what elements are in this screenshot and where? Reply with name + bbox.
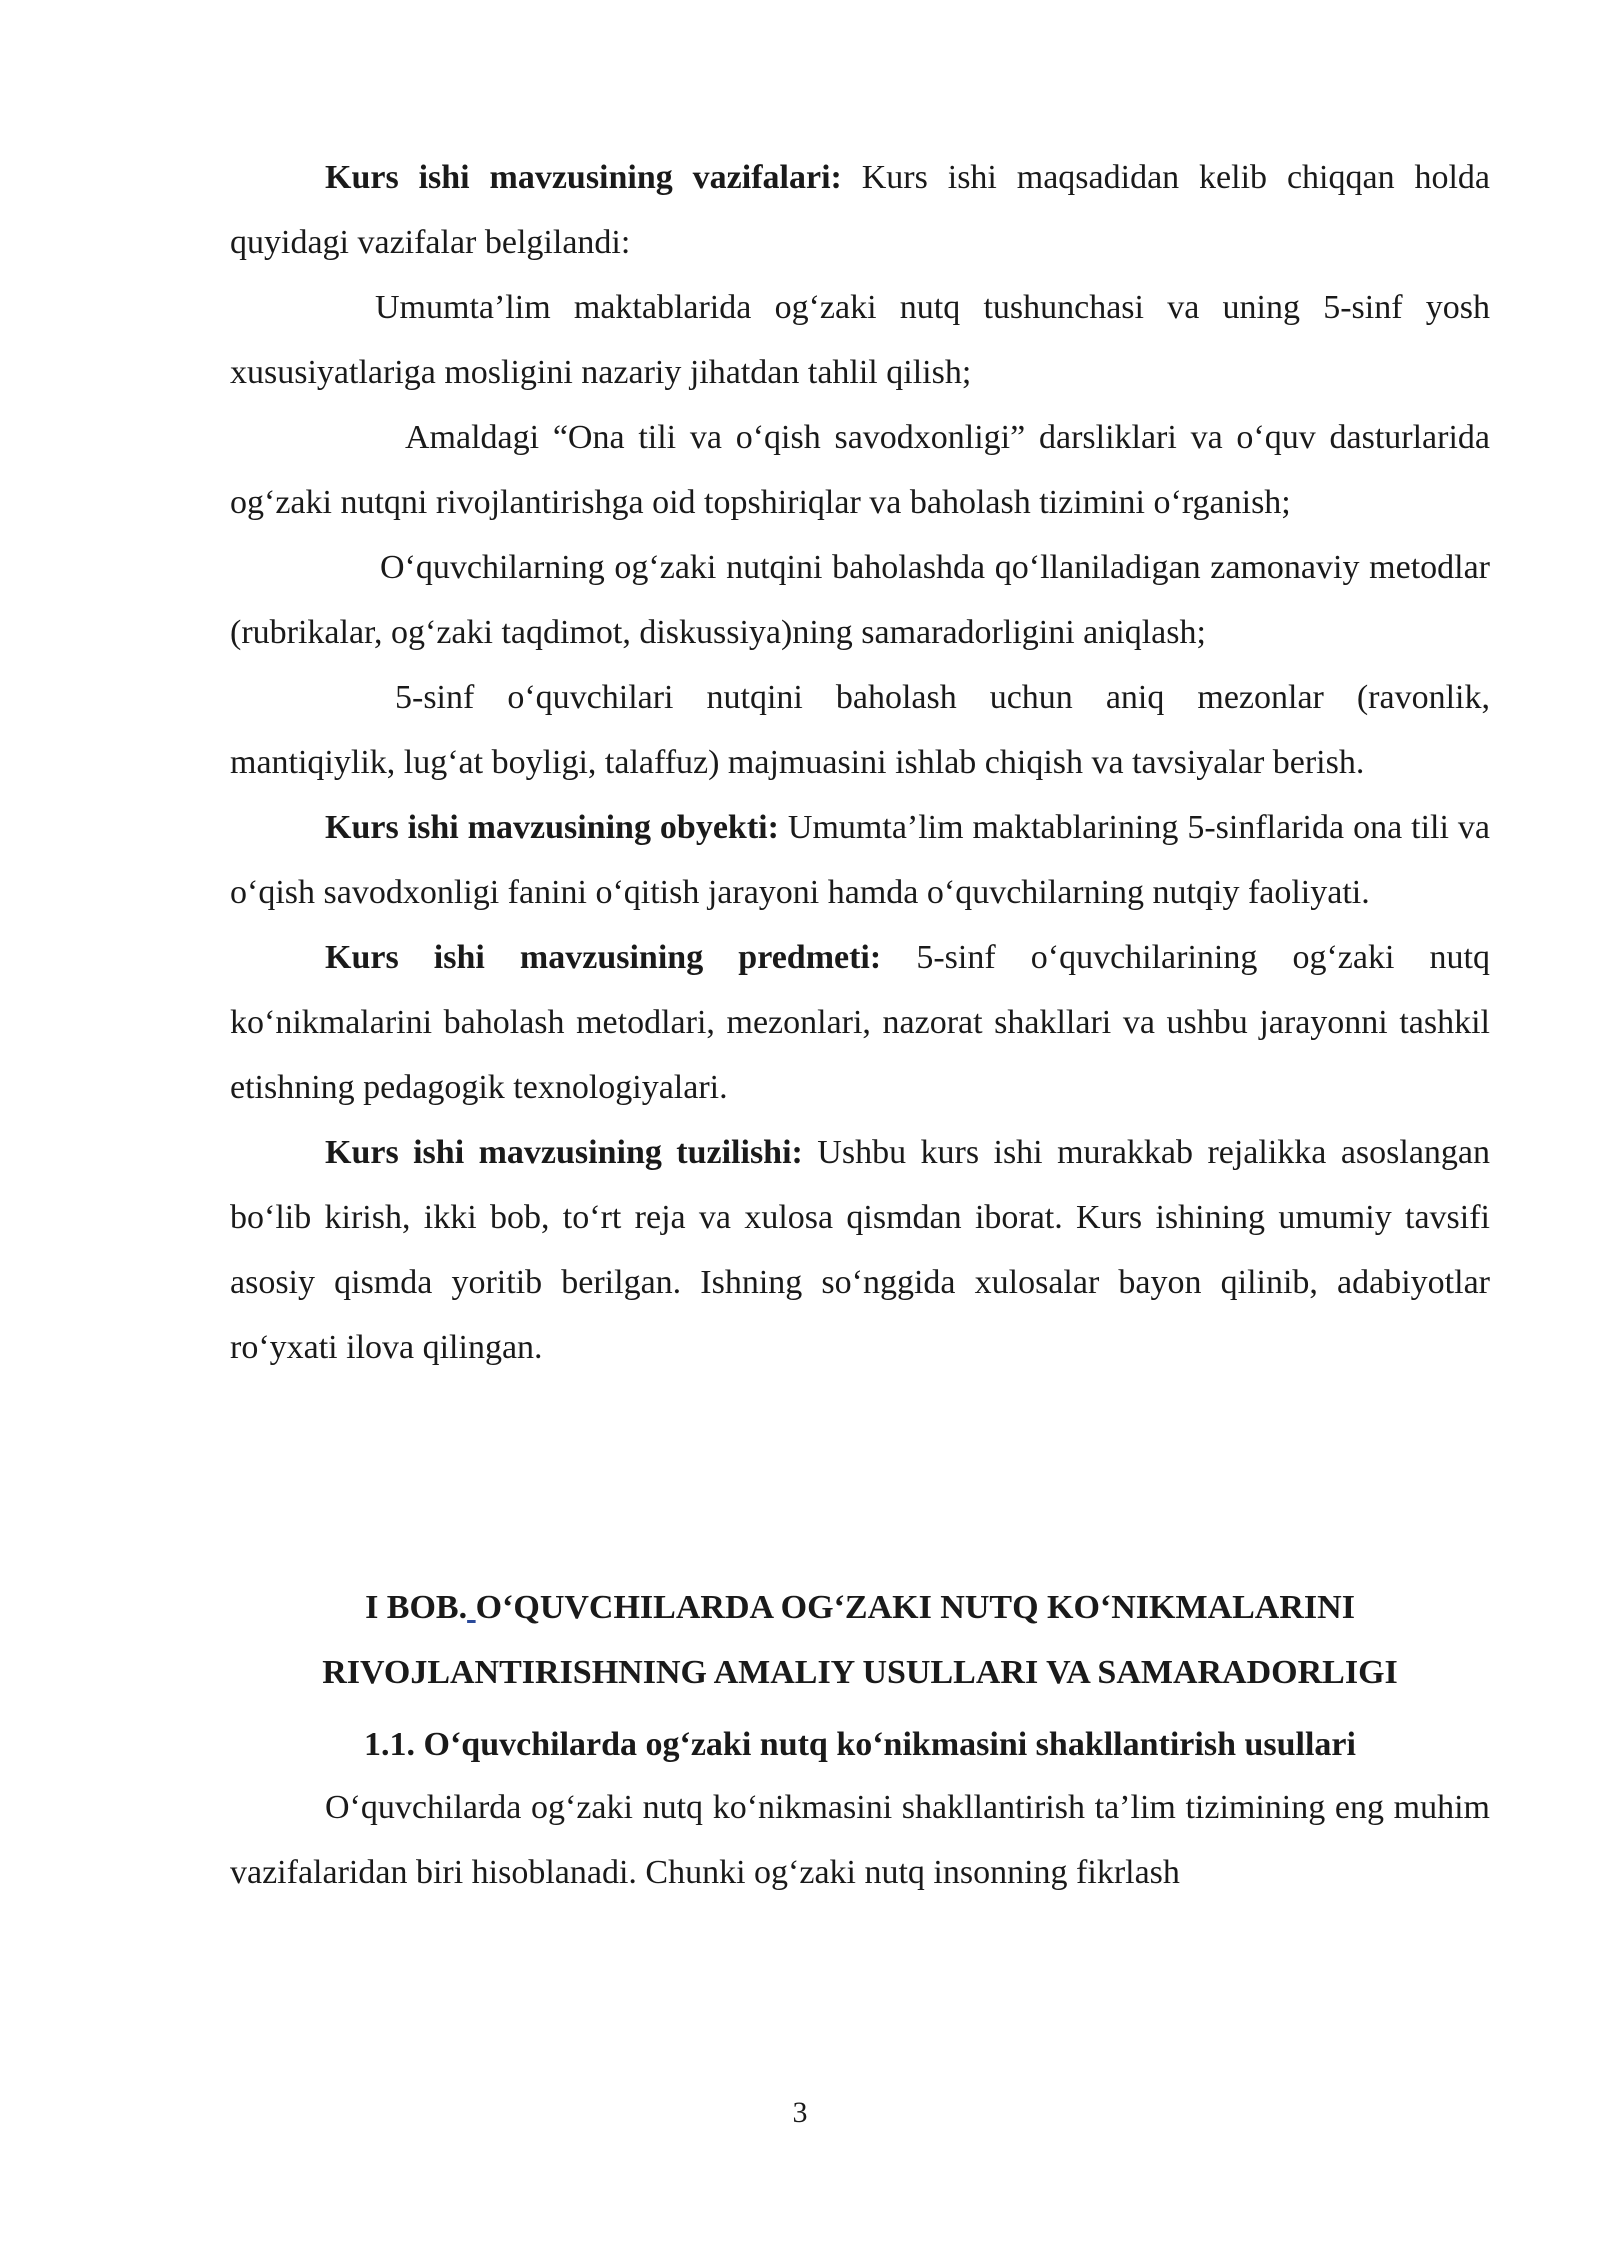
task-item-3: O‘quvchilarning og‘zaki nutqini baholashda qo‘llaniladigan zamonaviy metodlar (rubrikalar, og‘zaki taqdimot, diskussiya)ning samaradorligini aniqlash; [230,549,1490,651]
page-content [230,145,1490,1905]
task-item-1: Umumta’lim maktablarida og‘zaki nutq tushunchasi va uning 5-sinf yosh xususiyatlariga mosligini nazariy jihatdan tahlil qilish; [230,289,1490,391]
subject-paragraph [230,925,1490,1120]
chapter-title-line1: O‘QUVCHILARDA OG‘ZAKI NUTQ KO‘NIKMALARINI [475,1589,1355,1626]
tasks-intro-text: Kurs ishi maqsadidan kelib chiqqan holda quyidagi vazifalar belgilandi: [230,159,1491,261]
structure-text: Ushbu kurs ishi murakkab rejalikka asoslangan bo‘lib kirish, ikki bob, to‘rt reja va xulosa qismdan iborat. Kurs ishining umumiy tavsifi asosiy qismda yoritib berilgan. Ishning so‘nggida xulosalar bayon qilinib, adabiyotlar ro‘yxati ilova qilingan. [230,1134,1491,1366]
object-text: Umumta’lim maktablarining 5-sinflarida ona tili va o‘qish savodxonligi fanini o‘qitish jarayoni hamda o‘quvchilarning nutqiy faoliyati. [230,809,1490,911]
section-heading: 1.1. O‘quvchilarda og‘zaki nutq ko‘nikmasini shakllantirish usullari [364,1726,1356,1763]
object-label: Kurs ishi mavzusining obyekti: [325,809,779,846]
tasks-label: Kurs ishi mavzusining vazifalari: [325,159,842,196]
subject-text: 5-sinf o‘quvchilarining og‘zaki nutq ko‘nikmalarini baholash metodlari, mezonlari, nazorat shakllari va ushbu jarayonni tashkil etishning pedagogik texnologiyalari. [230,939,1490,1106]
page-number: 3 [792,2096,808,2129]
chapter-heading [230,1575,1490,1705]
section-paragraph: O‘quvchilarda og‘zaki nutq ko‘nikmasini shakllantirish ta’lim tizimining eng muhim vazifalaridan biri hisoblanadi. Chunki og‘zaki nutq insonning fikrlash [230,1789,1490,1891]
object-paragraph [230,795,1490,925]
subject-label: Kurs ishi mavzusining predmeti: [325,939,882,976]
task-item-2: Amaldagi “Ona tili va o‘qish savodxonligi” darsliklari va o‘quv dasturlarida og‘zaki nutqni rivojlantirishga oid topshiriqlar va baholash tizimini o‘rganish; [230,419,1490,521]
structure-label: Kurs ishi mavzusining tuzilishi: [325,1134,803,1171]
chapter-prefix: I BOB. [365,1589,468,1626]
chapter-title-line2: RIVOJLANTIRISHNING AMALIY USULLARI VA SAMARADORLIGI [322,1654,1398,1691]
task-item-4: 5-sinf o‘quvchilari nutqini baholash uchun aniq mezonlar (ravonlik, mantiqiylik, lug‘at boyligi, talaffuz) majmuasini ishlab chiqish va tavsiyalar berish. [230,679,1490,781]
structure-paragraph [230,1120,1490,1380]
vertical-spacer [230,1380,1490,1575]
chapter-link-mark[interactable] [467,1589,476,1626]
tasks-intro-paragraph [230,145,1490,275]
